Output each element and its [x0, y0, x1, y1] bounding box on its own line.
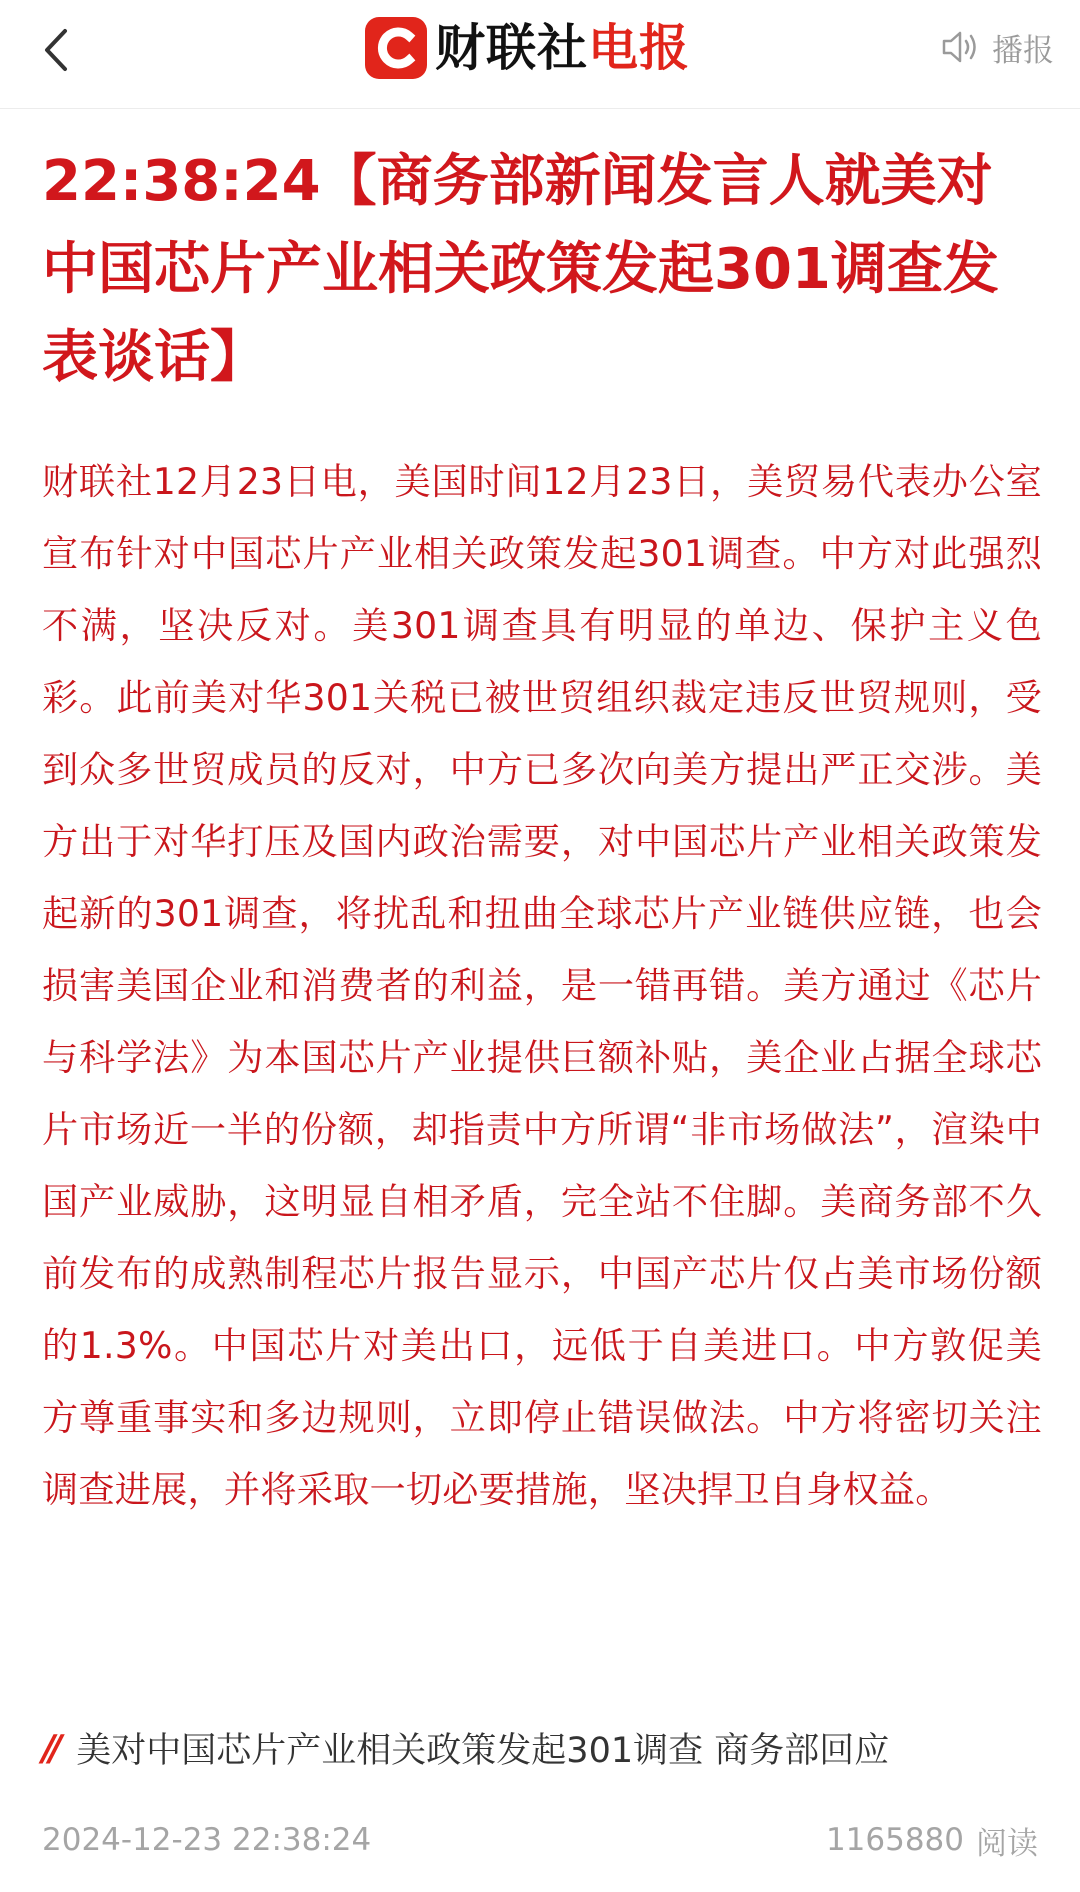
read-count [826, 1818, 1038, 1863]
article-body: 财联社12月23日电，美国时间12月23日，美贸易代表办公室宣布针对中国芯片产业相关政策发起301调查。中方对此强烈不满，坚决反对。美301调查具有明显的单边、保护主义色彩。此前美对华301关税已被世贸组织裁定违反世贸规则，受到众多世贸成员的反对，中方已多次向美方提出严正交涉。美方出于对华打压及国内政治需要，对中国芯片产业相关政策发起新的301调查，将扰乱和扭曲全球芯片产业链供应链，也会损害美国企业和消费者的利益，是一错再错。美方通过《芯片与科学法》为本国芯片产业提供巨额补贴，美企业占据全球芯片市场近一半的份额，却指责中方所谓“非市场做法”，渲染中国产业威胁，这明显自相矛盾，完全站不住脚。美商务部不久前发布的成熟制程芯片报告显示，中国产芯片仅占美市场份额的1.3%。中国芯片对美出口，远低于自美进口。中方敦促美方尊重事实和多边规则，立即停止错误做法。中方将密切关注调查进展，并将采取一切必要措施，坚决捍卫自身权益。 [42, 460, 1042, 1511]
related-topic-link[interactable] [42, 1720, 1042, 1776]
article-headline: 22:38:24【商务部新闻发言人就美对中国芯片产业相关政策发起301调查发表谈话】 [42, 149, 999, 390]
read-count-label: 阅读 [976, 1825, 1038, 1862]
topic-slash-icon: // [42, 1727, 57, 1769]
related-topic-title: 美对中国芯片产业相关政策发起301调查 商务部回应 [76, 1731, 890, 1771]
logo-text-black: 财联社 [435, 19, 588, 77]
read-count-value: 1165880 [825, 1822, 964, 1858]
publish-datetime: 2024-12-23 22:38:24 [42, 1822, 372, 1858]
top-navigation-bar [0, 0, 1080, 109]
broadcast-label: 播报 [992, 32, 1054, 69]
speaker-icon [940, 29, 980, 65]
cls-telegraph-logo [365, 14, 690, 82]
broadcast-button[interactable] [940, 22, 1054, 72]
back-arrow-icon [41, 28, 71, 72]
back-button[interactable] [26, 20, 86, 80]
logo-wordmark [435, 19, 690, 77]
logo-text-red: 电报 [588, 19, 690, 77]
cls-logo-icon [365, 17, 427, 79]
article-meta [42, 1812, 1038, 1868]
